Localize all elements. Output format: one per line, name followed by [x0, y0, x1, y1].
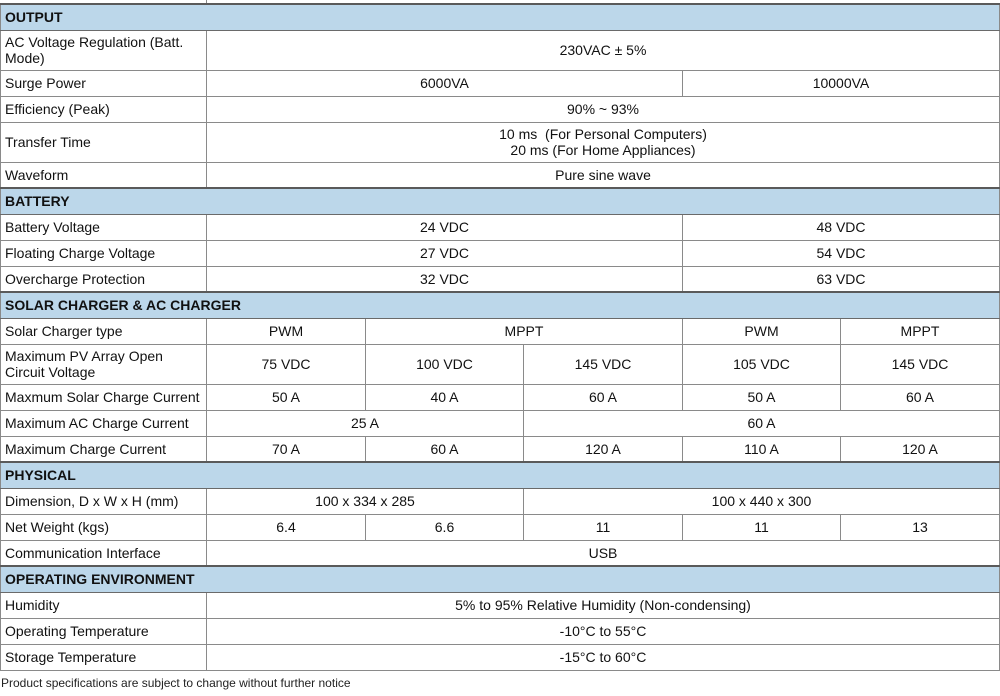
cell-value: 27 VDC — [207, 240, 683, 266]
row-label: Floating Charge Voltage — [1, 240, 207, 266]
cell-value: 230VAC ± 5% — [207, 30, 1000, 70]
cell-value: 25 A — [207, 410, 524, 436]
table-row — [1, 344, 1000, 384]
cell-line: 10 ms (For Personal Computers) — [499, 126, 707, 142]
cell-value: 100 x 334 x 285 — [207, 488, 524, 514]
footnote: Product specifications are subject to change without further notice — [1, 676, 351, 690]
cell-value: 145 VDC — [841, 344, 1000, 384]
section-header-battery: BATTERY — [1, 188, 1000, 214]
cell-value: 11 — [524, 514, 683, 540]
cell-value: 120 A — [841, 436, 1000, 462]
row-label: Transfer Time — [1, 122, 207, 162]
table-row — [1, 240, 1000, 266]
cell-value: 145 VDC — [524, 344, 683, 384]
cell-value: 13 — [841, 514, 1000, 540]
cell-value: 50 A — [207, 384, 366, 410]
row-label: Maximum PV Array Open Circuit Voltage — [1, 344, 207, 384]
cell-value: 60 A — [841, 384, 1000, 410]
row-label: Waveform — [1, 162, 207, 188]
table-row — [1, 214, 1000, 240]
row-label: Overcharge Protection — [1, 266, 207, 292]
row-label: Maxmum Solar Charge Current — [1, 384, 207, 410]
cell-value: -10°C to 55°C — [207, 618, 1000, 644]
table-row — [1, 384, 1000, 410]
table-row — [1, 436, 1000, 462]
cell-value: 50 A — [683, 384, 841, 410]
cell-value: MPPT — [366, 318, 683, 344]
row-label: Humidity — [1, 592, 207, 618]
table-row — [1, 266, 1000, 292]
table-row — [1, 162, 1000, 188]
table-row — [1, 70, 1000, 96]
row-label: Operating Temperature — [1, 618, 207, 644]
table-row — [1, 644, 1000, 670]
cell-value: 48 VDC — [683, 214, 1000, 240]
section-header-output: OUTPUT — [1, 4, 1000, 30]
cell-value: 90% ~ 93% — [207, 96, 1000, 122]
section-header-row — [1, 188, 1000, 214]
row-label: Battery Voltage — [1, 214, 207, 240]
cell-value: 40 A — [366, 384, 524, 410]
cell-value: 5% to 95% Relative Humidity (Non-condensing) — [207, 592, 1000, 618]
spec-table — [0, 3, 1000, 671]
row-label: Storage Temperature — [1, 644, 207, 670]
table-row — [1, 122, 1000, 162]
cell-value: 75 VDC — [207, 344, 366, 384]
row-label: AC Voltage Regulation (Batt. Mode) — [1, 30, 207, 70]
table-row — [1, 514, 1000, 540]
section-header-physical: PHYSICAL — [1, 462, 1000, 488]
cell-value: 100 x 440 x 300 — [524, 488, 1000, 514]
cell-value: 110 A — [683, 436, 841, 462]
row-label: Communication Interface — [1, 540, 207, 566]
cell-value: 105 VDC — [683, 344, 841, 384]
table-row — [1, 592, 1000, 618]
section-header-row — [1, 4, 1000, 30]
cell-value: 24 VDC — [207, 214, 683, 240]
section-header-row — [1, 462, 1000, 488]
row-label: Maximum AC Charge Current — [1, 410, 207, 436]
cell-value: 32 VDC — [207, 266, 683, 292]
cell-value: 70 A — [207, 436, 366, 462]
section-header-row — [1, 566, 1000, 592]
cell-value: Pure sine wave — [207, 162, 1000, 188]
table-row — [1, 318, 1000, 344]
cell-value: USB — [207, 540, 1000, 566]
section-header-charger: SOLAR CHARGER & AC CHARGER — [1, 292, 1000, 318]
cell-value: 6000VA — [207, 70, 683, 96]
table-row — [1, 30, 1000, 70]
section-header-environment: OPERATING ENVIRONMENT — [1, 566, 1000, 592]
cell-value: 6.4 — [207, 514, 366, 540]
row-label: Efficiency (Peak) — [1, 96, 207, 122]
cell-value: 10000VA — [683, 70, 1000, 96]
cell-line: 20 ms (For Home Appliances) — [510, 142, 696, 158]
table-row — [1, 488, 1000, 514]
cell-value: MPPT — [841, 318, 1000, 344]
cell-value: 11 — [683, 514, 841, 540]
cell-value: 6.6 — [366, 514, 524, 540]
cell-value: -15°C to 60°C — [207, 644, 1000, 670]
cell-value: 100 VDC — [366, 344, 524, 384]
cell-value: 60 A — [524, 410, 1000, 436]
row-label: Solar Charger type — [1, 318, 207, 344]
table-row — [1, 540, 1000, 566]
cell-value: 63 VDC — [683, 266, 1000, 292]
row-label: Dimension, D x W x H (mm) — [1, 488, 207, 514]
row-label: Surge Power — [1, 70, 207, 96]
row-label: Maximum Charge Current — [1, 436, 207, 462]
cell-value: 60 A — [524, 384, 683, 410]
cell-value: PWM — [683, 318, 841, 344]
row-label: Net Weight (kgs) — [1, 514, 207, 540]
section-header-row — [1, 292, 1000, 318]
cell-value: PWM — [207, 318, 366, 344]
table-row — [1, 410, 1000, 436]
table-row — [1, 96, 1000, 122]
table-row — [1, 618, 1000, 644]
cell-value: 120 A — [524, 436, 683, 462]
cell-value: 54 VDC — [683, 240, 1000, 266]
cell-value — [207, 122, 1000, 162]
cell-value: 60 A — [366, 436, 524, 462]
